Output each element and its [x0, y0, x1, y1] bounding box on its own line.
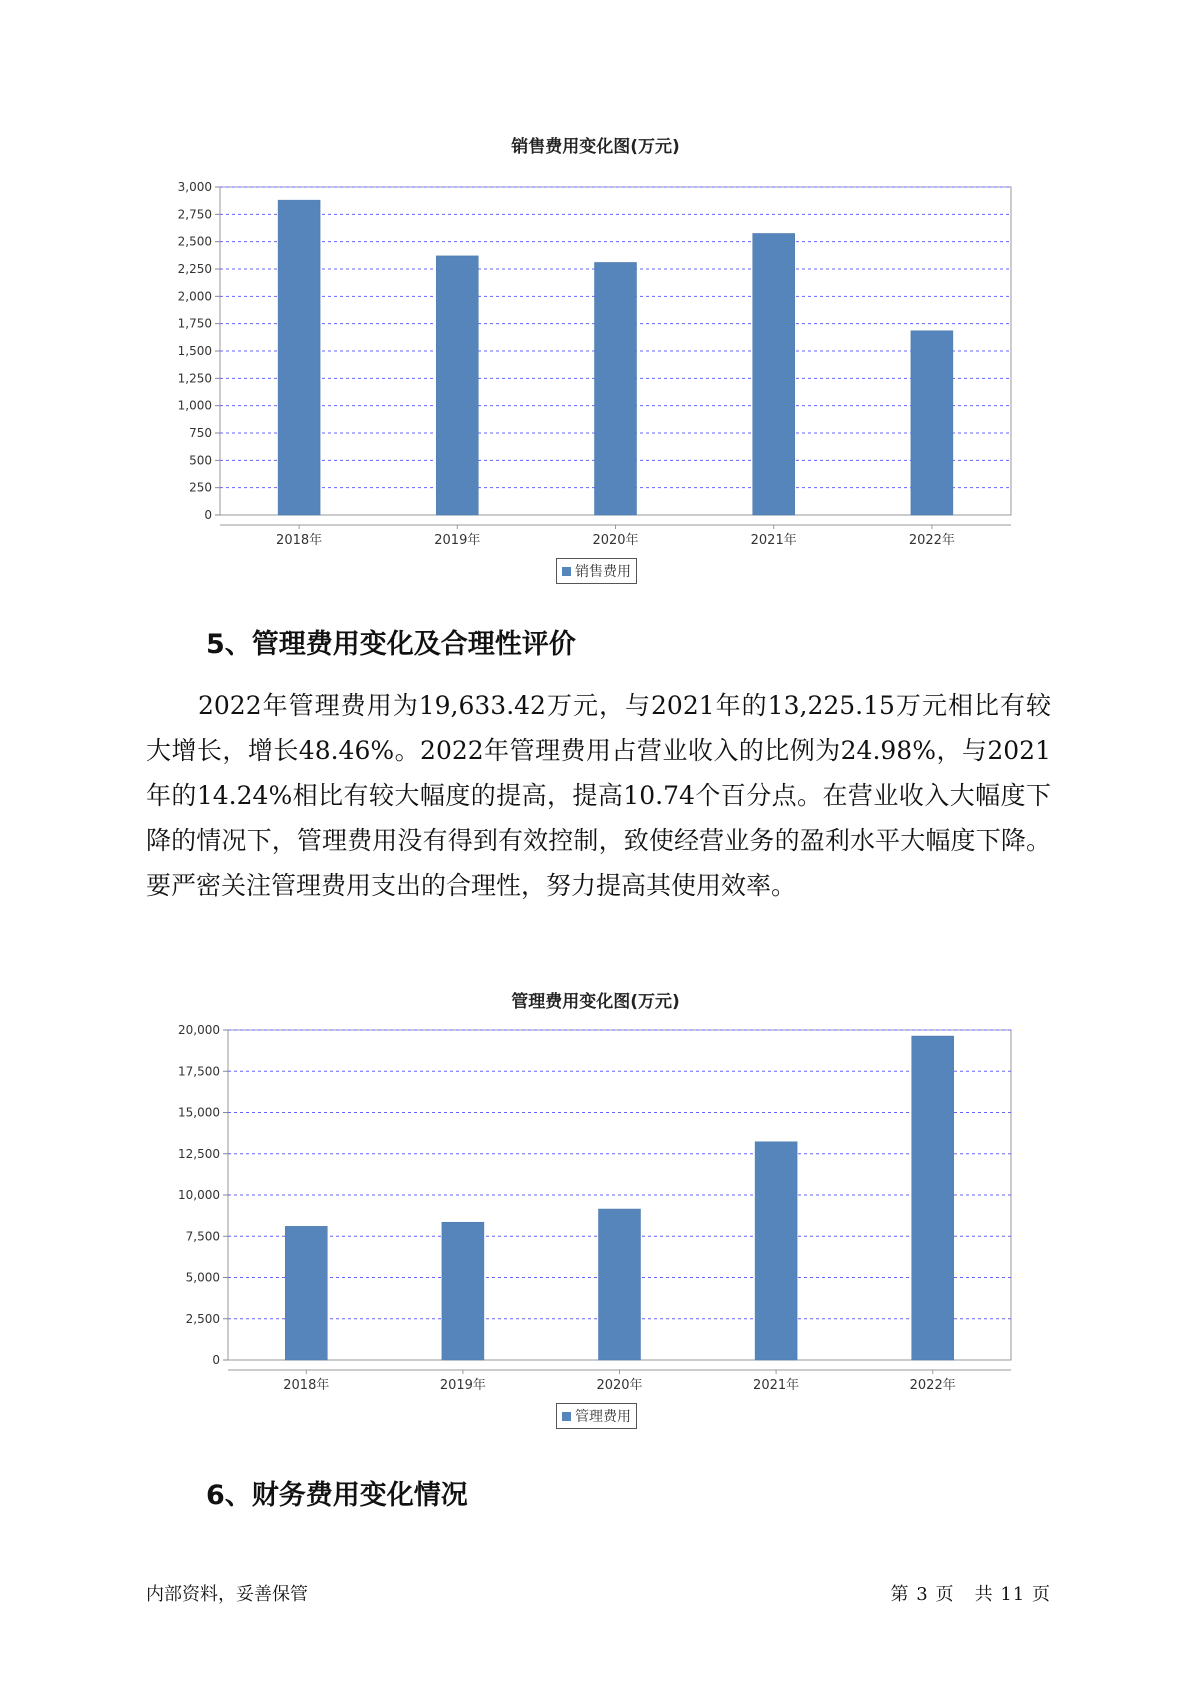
page-label-prefix: 第 [890, 1584, 910, 1605]
bar [912, 1036, 954, 1360]
legend-label: 管理费用 [575, 1409, 631, 1425]
section-5-paragraph: 2022年管理费用为19,633.42万元，与2021年的13,225.15万元相比有较大增长，增长48.46%。2022年管理费用占营业收入的比例为24.98%，与2021年的14.24%相比有较大幅度的提高，提高10.74个百分点。在营业收入大幅度下降的情况下，管理费用没有得到有效控制，致使经营业务的盈利水平大幅度下降。要严密关注管理费用支出的合理性，努力提高其使用效率。 [146, 691, 1051, 900]
x-tick-label: 2018年 [276, 533, 323, 548]
bar [755, 1142, 797, 1360]
y-tick-label: 1,500 [177, 344, 212, 358]
sales-chart-title: 销售费用变化图(万元) [511, 137, 680, 157]
y-tick-label: 0 [212, 1353, 220, 1367]
y-tick-label: 2,500 [185, 1311, 220, 1326]
y-tick-label: 500 [189, 453, 212, 468]
section-6-heading: 6、财务费用变化情况 [206, 1480, 468, 1511]
section-5-heading: 5、管理费用变化及合理性评价 [206, 629, 576, 660]
y-tick-label: 3,000 [177, 180, 212, 194]
y-tick-label: 2,750 [177, 207, 212, 222]
x-tick-label: 2021年 [753, 1378, 800, 1393]
admin-chart-title: 管理费用变化图(万元) [511, 992, 680, 1012]
y-tick-label: 20,000 [178, 1023, 220, 1037]
y-tick-label: 17,500 [178, 1064, 220, 1079]
x-tick-label: 2019年 [439, 1378, 486, 1393]
y-tick-label: 750 [189, 426, 212, 440]
x-tick-label: 2022年 [908, 533, 955, 548]
y-tick-label: 2,000 [177, 289, 212, 304]
y-tick-label: 7,500 [185, 1229, 220, 1244]
total-pages: 11 [1000, 1584, 1026, 1605]
y-tick-label: 12,500 [178, 1146, 220, 1161]
y-tick-label: 1,250 [177, 371, 212, 386]
y-tick-label: 5,000 [185, 1270, 220, 1285]
y-tick-label: 1,000 [177, 398, 212, 413]
y-tick-label: 10,000 [178, 1188, 220, 1202]
bar [442, 1222, 484, 1360]
x-tick-label: 2022年 [909, 1378, 956, 1393]
y-tick-label: 0 [204, 508, 212, 522]
y-tick-label: 250 [189, 480, 212, 495]
admin-chart-legend [556, 1403, 637, 1429]
page-label-suffix: 页 [935, 1584, 955, 1605]
total-label-suffix: 页 [1032, 1584, 1051, 1605]
bar [285, 1226, 327, 1360]
page-number: 3 [916, 1584, 929, 1605]
x-tick-label: 2018年 [283, 1378, 330, 1393]
y-tick-label: 2,250 [177, 262, 212, 276]
x-tick-label: 2019年 [434, 533, 481, 548]
legend-label: 销售费用 [575, 564, 631, 580]
footer-confidential-note: 内部资料，妥善保管 [146, 1584, 308, 1605]
y-tick-label: 15,000 [178, 1105, 220, 1120]
y-tick-label: 1,750 [177, 316, 212, 331]
x-tick-label: 2020年 [596, 1378, 643, 1393]
legend-swatch-icon [562, 1412, 571, 1421]
total-label-prefix: 共 [974, 1584, 994, 1605]
footer-page-number [891, 1580, 1051, 1606]
x-tick-label: 2021年 [750, 533, 797, 548]
y-tick-label: 2,500 [177, 234, 212, 249]
x-tick-label: 2020年 [592, 533, 639, 548]
bar [599, 1209, 641, 1360]
